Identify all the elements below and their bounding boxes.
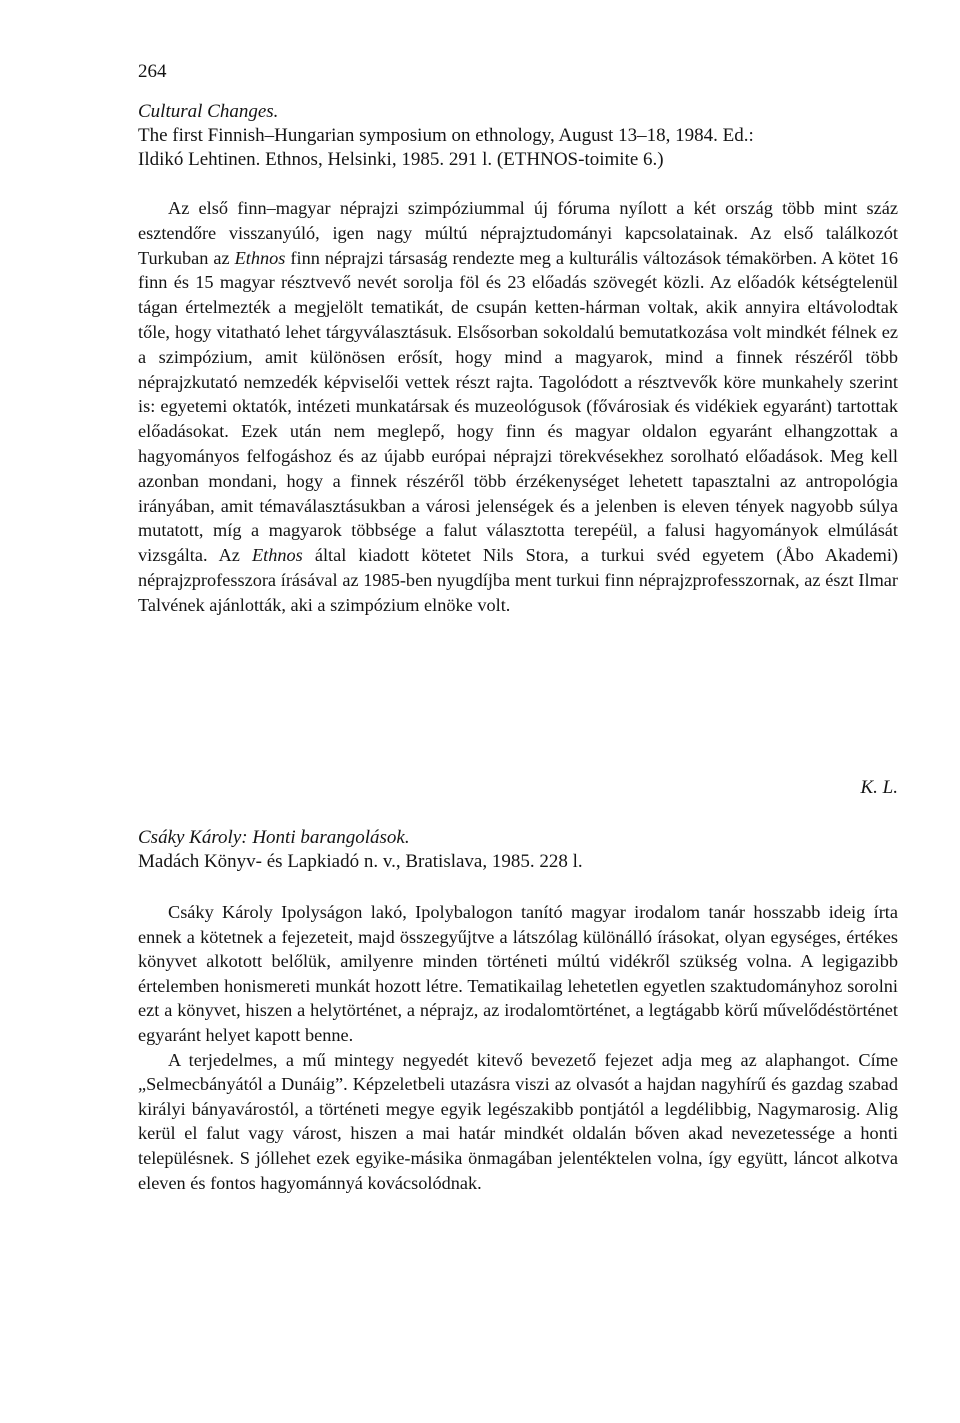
paragraph-text: finn néprajzi társaság rendezte meg a kulturális változások témakörben. A kötet 16 finn és 15 magyar résztvevő nevét sorolja föl és 23 előadás szövegét közli. Az előadók kétségtelenül tágan értelmezték a megjelölt tematikát, de csupán ketten-hárman voltak, akik annyira eltávolodtak tőle, hogy vitatható lehet tárgyválasztásuk. Elsősorban sokoldalú bemutatkozása volt mindkét félnek ez a szimpózium, amit különösen erősít, hogy mind a magyarok, mind a finnek részéről több néprajzkutató nemzedék képviselői vettek részt rajta. Tagolódott a résztvevők köre munkahely szerint is: egyetemi oktatók, intézeti munkatársak és muzeológusok (fővárosiak és vidékiek egyaránt) tartottak előadásokat. Ezek után nem meglepő, hogy finn és magyar oldalon egyaránt elhangzottak a hagyományos felfogáshoz és az újabb európai néprajzi törekvésekhez sorolható előadások. Meg kell azonban mondani, hogy a finnek részéről több érzékenységet lehetett tapasztalni az antropológia irányában, amit témaválasztásukban a városi jelenségek és a jelenben is eleven tények nagyobb súlya mutatott, míg a magyarok többsége a falut választotta terepéül, a falusi hagyományok elmúlását vizsgálta. Az bbox=[138, 247, 898, 566]
paragraph-text: Az első finn–magyar néprajzi szimpóziummal új fóruma nyílott a két ország több mint száz esztendőre visszanyúló, igen nagy múltú néprajztudományi kapcsolatainak. Az első találkozót Turkuban az bbox=[138, 198, 898, 268]
bibliographic-line: The first Finnish–Hungarian symposium on ethnology, August 13–18, 1984. Ed.: bbox=[138, 125, 754, 146]
bibliographic-line: Ildikó Lehtinen. Ethnos, Helsinki, 1985. 291 l. (ETHNOS-toimite 6.) bbox=[138, 149, 664, 170]
review-paragraph: Csáky Károly Ipolyságon lakó, Ipolybalogon tanító magyar irodalom tanár hosszabb ideig írta ennek a kötetnek a fejezeteit, majd összegyűjtve a látszólag különálló írásokat, olyan egységes, értékes könyvet alkotott belőlük, amilyenre minden történeti múltú vidékről szükség volna. A legigazibb értelemben honismereti munkát hozott létre. Tematikailag lehetetlen egyetlen szaktudományhoz sorolni ezt a könyvet, hiszen a helytörténet, a néprajz, az irodalomtörténet, a legtágabb körű művelődéstörténet egyaránt helyet kapott benne. bbox=[138, 902, 898, 1045]
page-number: 264 bbox=[138, 61, 167, 82]
bibliographic-line: Madách Könyv- és Lapkiadó n. v., Bratislava, 1985. 228 l. bbox=[138, 851, 583, 872]
review-cultural-changes bbox=[138, 100, 898, 798]
review-paragraph bbox=[138, 196, 898, 618]
italic-term: Ethnos bbox=[251, 545, 303, 566]
reviewer-signature: K. L. bbox=[860, 777, 898, 798]
paragraph-text: által kiadott kötetet Nils Stora, a turkui svéd egyetem (Åbo Akademi) néprajzprofesszora írásával az 1985-ben nyugdíjba ment turkui finn néprajzprofesszornak, az észt Ilmar Talvének ajánlották, aki a szimpózium elnöke volt. bbox=[138, 545, 898, 615]
review-paragraph: A terjedelmes, a mű mintegy negyedét kitevő bevezető fejezet adja meg az alaphangot. Címe „Selmecbányától a Dunáig”. Képzeletbeli utazásra viszi az olvasót a hajdan nagyhírű és gazdag szabad királyi bányavárostól, a történeti megye egyik legészakibb pontjától a legdélibbig, Nagymarosig. Alig kerül el falut vagy várost, hiszen a mai határ mindkét oldalán bőven akad nevezetessége a honti településnek. S jóllehet ezek egyike-másika önmagában jelentéktelen volna, így együtt, láncot alkotva eleven és fontos hagyománnyá kovácsolódnak. bbox=[138, 1049, 898, 1193]
review-title: Csáky Károly: Honti barangolások. bbox=[138, 827, 410, 848]
italic-term: Ethnos bbox=[234, 247, 286, 268]
review-title: Cultural Changes. bbox=[138, 101, 279, 122]
review-honti-barangolasok bbox=[138, 826, 898, 1195]
